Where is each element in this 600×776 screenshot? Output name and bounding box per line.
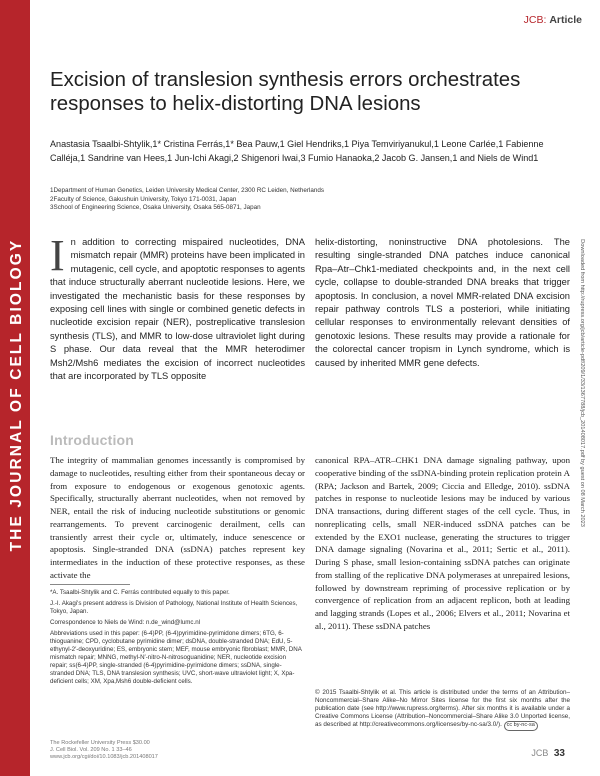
citation-line: J. Cell Biol. Vol. 209 No. 1 33–46 bbox=[50, 747, 132, 753]
author-list: Anastasia Tsaalbi-Shtylik,1* Cristina Ferrás,1* Bea Pauw,1 Giel Hendriks,1 Piya Temviriyanukul,1 Leone Carlée,1 Fabienne Calléja,1 Sandrine van Hees,1 Jun-Ichi Akagi,2 Shigenori Iwai,3 Fumio Hanaoka,2 Jacob G. Jansen,1 and Niels de Wind1 bbox=[50, 139, 544, 163]
publisher-line: The Rockefeller University Press $30.00 bbox=[50, 740, 150, 746]
journal-sidebar-title: THE JOURNAL OF CELL BIOLOGY bbox=[8, 238, 25, 552]
intro-right-column: canonical RPA–ATR–CHK1 DNA damage signaling pathway, upon cooperative binding of the ssDNA-binding protein replication protein A (RPA; Jackson and Bartek, 2009; Ciccia and Elledge, 2010). ssDNA patches in response to nucleotide lesions may be induced by various DNA transactions, during different stages of the cell cycle. Thus, in nonreplicating cells, small NER-induced ssDNA patches can be extended by the EXO1 nuclease, generating the structures to trigger DNA damage signaling (Novarina et al., 2011; Sertic et al., 2011). During S phase, small lesion-containing ssDNA patches can originate from stalling of the replicative DNA polymerases at unrepaired lesions, followed by downstream repriming of processive replication or by convergence of replication from an adjacent replicon, both at leading and lagging strands (Lopes et al., 2006; Elvers et al., 2011; Novarina et al., 2011). These ssDNA patches bbox=[315, 455, 570, 631]
abstract-dropcap: I bbox=[50, 231, 65, 280]
abstract-text-left: n addition to correcting mispaired nucleotides, DNA mismatch repair (MMR) proteins have been implicated in mutagenic, cell cycle, and apoptotic responses to agents that induce structurally aberrant nucleotide lesions. Here, we investigated the mechanistic basis for these responses by exposing cell lines with single or combined genetic defects in nucleotide excision repair (NER), postreplicative translesion synthesis (TLS), and MMR to low-dose ultraviolet light during S phase. Our data reveal that the MMR heterodimer Msh2/Msh6 mediates the excision of incorrect nucleotides that are incorporated by TLS opposite bbox=[50, 237, 305, 382]
footnote-address: J.-I. Akagi's present address is Division of Pathology, National Institute of Health Sciences, Tokyo, Japan. bbox=[50, 600, 298, 615]
footnote-divider bbox=[50, 584, 130, 585]
affiliation-1: 1Department of Human Genetics, Leiden University Medical Center, 2300 RC Leiden, Netherlands bbox=[50, 187, 325, 194]
abstract-left-column bbox=[50, 231, 305, 383]
affiliations bbox=[50, 187, 570, 213]
page-footer bbox=[531, 748, 565, 759]
article-type: Article bbox=[549, 14, 582, 26]
footnote-equal-contribution: *A. Tsaalbi-Shtylik and C. Ferrás contributed equally to this paper. bbox=[50, 589, 230, 596]
intro-left-column: The integrity of mammalian genomes incessantly is compromised by damage to nucleotides, resulting either from their spontaneous decay or from exposure to endogenous or exogenous genotoxic agents. Specifically, structurally aberrant nucleotides, when not removed by NER, entail the risk of inducing nucleotide substitutions or genomic rearrangements. To prevent carcinogenic derailment, cells can transiently arrest their cycle or, ultimately, induce senescence or apoptosis. Single-stranded DNA (ssDNA) patches represent key intermediates in the induction of these protective responses, as these activate the bbox=[50, 455, 305, 580]
footnote-abbreviations: Abbreviations used in this paper: (6-4)PP, (6-4)pyrimidine-pyrimidone dimers; 6TG, 6-thioguanine; CPD, cyclobutane pyrimidine dimer; dsDNA, double-stranded DNA; EdU, 5-ethynyl-2′-deoxyuridine; ES, embryonic stem; MEF, mouse embryonic fibroblast; MMR, DNA mismatch repair; MNNG, methyl-N′-nitro-N-nitrosoguanidine; NER, nucleotide excision repair; ss(6-4)PP, single-stranded (6-4)pyrimidine-pyrimidone dimers; ssDNA, single-stranded DNA; TLS, DNA translesion synthesis; UVC, short-wave ultraviolet light; X, Xpa-deficient cells; XM, Xpa,Msh6 double-deficient cells. bbox=[50, 630, 302, 685]
journal-abbrev: JCB: bbox=[523, 14, 547, 26]
cc-license-badge: cc by-nc-sa bbox=[504, 721, 538, 731]
affiliation-3: 3School of Engineering Science, Osaka University, Osaka 565-0871, Japan bbox=[50, 204, 261, 212]
journal-header bbox=[524, 14, 582, 26]
license-text: © 2015 Tsaalbi-Shtylik et al. This article is distributed under the terms of an Attribution–Noncommercial–Share Alike–No Mirror Sites license for the first six months after the publication date (see http://www.rupress.org/terms). After six months it is available under a Creative Commons License (Attribution–Noncommercial–Share Alike 3.0 Unported license, as described at http://creativecommons.org/licenses/by-nc-sa/3.0/). bbox=[315, 689, 570, 728]
footer-journal: JCB bbox=[531, 748, 549, 758]
section-heading-introduction: Introduction bbox=[50, 432, 135, 448]
license-statement bbox=[315, 689, 570, 731]
footnotes bbox=[50, 589, 305, 689]
article-title: Excision of translesion synthesis errors orchestrates responses to helix-distorting DNA lesions bbox=[50, 69, 521, 115]
publisher-info bbox=[50, 740, 158, 761]
affiliation-2: 2Faculty of Science, Gakushuin University, Tokyo 171-0031, Japan bbox=[50, 195, 237, 203]
download-watermark bbox=[577, 190, 587, 580]
abstract-right-column: helix-distorting, noninstructive DNA photolesions. The resulting single-stranded DNA patches induce canonical Rpa–Atr–Chk1-mediated checkpoints and, in the next cell cycle, collapse to double-stranded DNA breaks that trigger apoptosis. In conclusion, a novel MMR-related DNA excision repair pathway controls TLS a posteriori, while initiating cellular responses to environmentally relevant densities of genotoxic lesions. These results may provide a rationale for the colorectal cancer tropism in Lynch syndrome, which is caused by inherited MMR gene defects. bbox=[315, 237, 570, 368]
download-note: Downloaded from http://rupress.org/jcb/article-pdf/209/1/33/1367788/jcb_201408017.pdf by guest on 08 March 2023 bbox=[579, 239, 585, 527]
footnote-correspondence: Correspondence to Niels de Wind: n.de_wind@lumc.nl bbox=[50, 619, 201, 626]
page-number: 33 bbox=[553, 748, 565, 759]
doi-link[interactable]: www.jcb.org/cgi/doi/10.1083/jcb.201408017 bbox=[50, 754, 158, 760]
